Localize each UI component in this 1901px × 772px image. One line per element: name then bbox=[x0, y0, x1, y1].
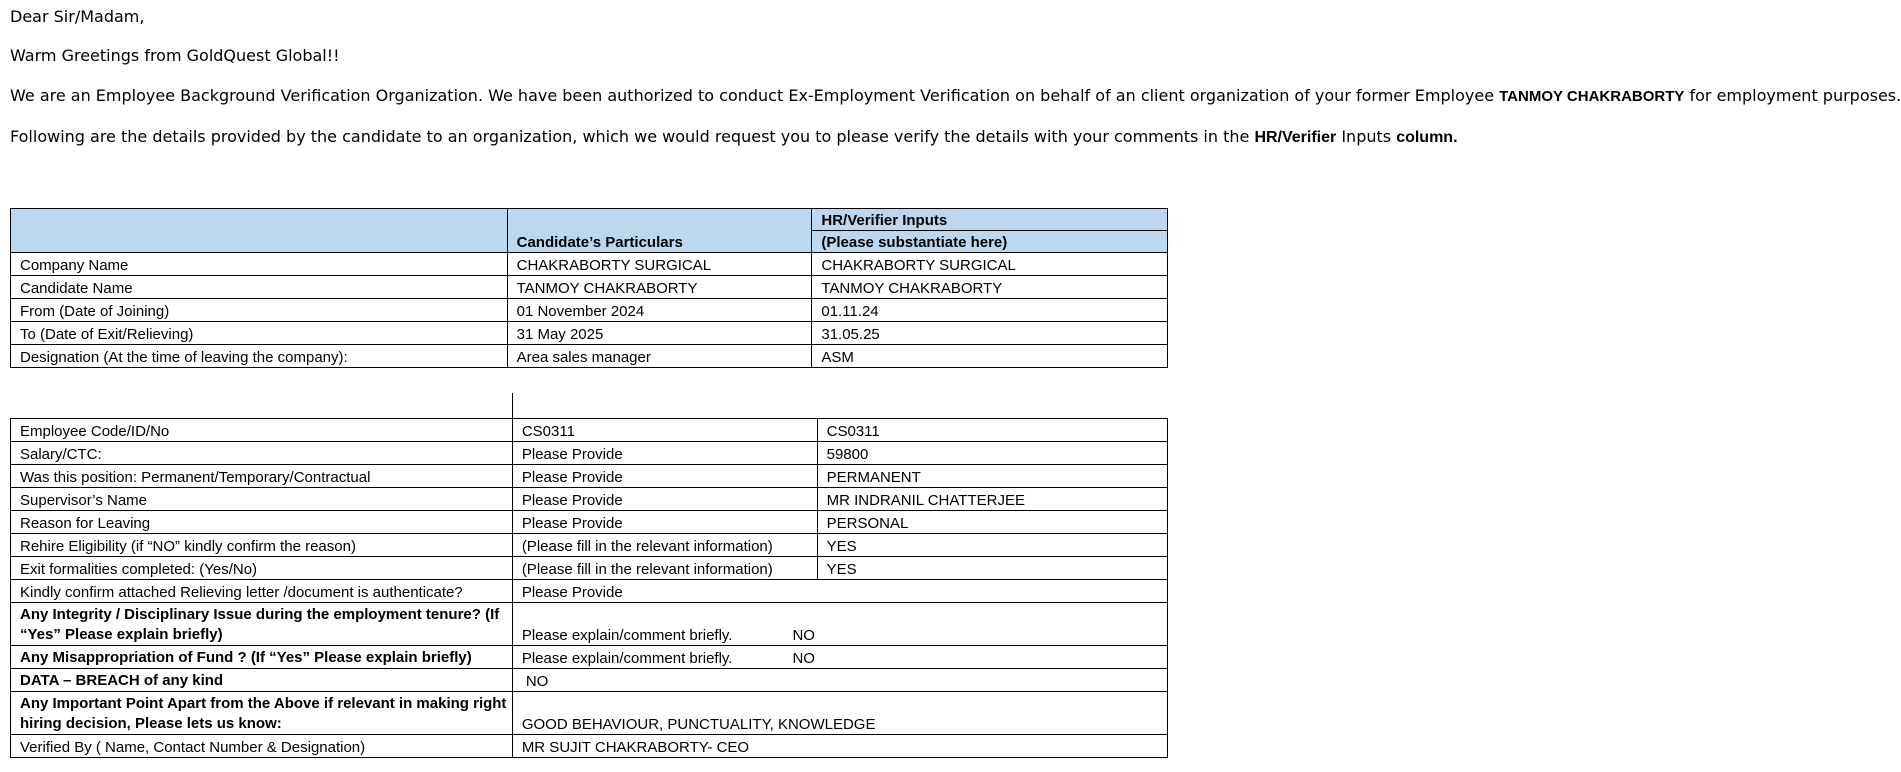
header-blank-cell bbox=[11, 209, 508, 253]
verifier-value: TANMOY CHAKRABORTY bbox=[812, 276, 1168, 299]
row-label: Reason for Leaving bbox=[11, 511, 513, 534]
important-point-value: GOOD BEHAVIOUR, PUNCTUALITY, KNOWLEDGE bbox=[512, 692, 1167, 735]
table-row bbox=[11, 442, 1168, 465]
row-label: Exit formalities completed: (Yes/No) bbox=[11, 557, 513, 580]
request-paragraph bbox=[10, 127, 1458, 148]
candidate-value: Please Provide bbox=[512, 488, 817, 511]
candidate-value: Please Provide bbox=[512, 442, 817, 465]
row-label: Was this position: Permanent/Temporary/Contractual bbox=[11, 465, 513, 488]
greeting: Warm Greetings from GoldQuest Global!! bbox=[10, 46, 340, 65]
intro-text: We are an Employee Background Verification Organization. We have been authorized to conduct Ex-Employment Verification on behalf of an client organization of your former Employee bbox=[10, 86, 1500, 105]
request-mid: Inputs bbox=[1336, 127, 1397, 146]
table-row bbox=[11, 580, 1168, 603]
integrity-answer: NO bbox=[792, 627, 815, 644]
table-row bbox=[11, 276, 1168, 299]
row-label: From (Date of Joining) bbox=[11, 299, 508, 322]
candidate-value: 01 November 2024 bbox=[507, 299, 812, 322]
misappropriation-answer: NO bbox=[792, 650, 815, 667]
candidate-value: TANMOY CHAKRABORTY bbox=[507, 276, 812, 299]
row-label: Supervisor’s Name bbox=[11, 488, 513, 511]
verified-by-value: MR SUJIT CHAKRABORTY- CEO bbox=[512, 735, 1167, 758]
candidate-value: (Please fill in the relevant information) bbox=[512, 557, 817, 580]
verifier-value: 59800 bbox=[817, 442, 1167, 465]
candidate-value: 31 May 2025 bbox=[507, 322, 812, 345]
verifier-value bbox=[817, 580, 1167, 603]
candidate-value: CS0311 bbox=[512, 419, 817, 442]
table-row bbox=[11, 557, 1168, 580]
intro-paragraph bbox=[10, 86, 1901, 107]
request-prefix: Following are the details provided by the candidate to an organization, which we would request you to please verify the details with your comments in the bbox=[10, 127, 1255, 146]
misappropriation-label: Any Misappropriation of Fund ? (If “Yes” Please explain briefly) bbox=[11, 646, 513, 669]
table-row bbox=[11, 322, 1168, 345]
candidate-value: (Please fill in the relevant information) bbox=[512, 534, 817, 557]
data-breach-value: NO bbox=[512, 669, 1167, 692]
important-point-row bbox=[11, 692, 1168, 735]
candidate-details-table bbox=[10, 208, 1168, 368]
intro-suffix: for employment purposes. bbox=[1684, 86, 1901, 105]
table-row bbox=[11, 253, 1168, 276]
header-verifier-substantiate: (Please substantiate here) bbox=[812, 231, 1168, 253]
misappropriation-comment: Please explain/comment briefly. bbox=[521, 650, 733, 667]
row-label: Employee Code/ID/No bbox=[11, 419, 513, 442]
verifier-value: PERMANENT bbox=[817, 465, 1167, 488]
data-breach-row bbox=[11, 669, 1168, 692]
request-end: column. bbox=[1396, 129, 1458, 146]
salutation: Dear Sir/Madam, bbox=[10, 7, 145, 26]
verifier-value: 31.05.25 bbox=[812, 322, 1168, 345]
verified-by-label: Verified By ( Name, Contact Number & Designation) bbox=[11, 735, 513, 758]
header-verifier-inputs: HR/Verifier Inputs bbox=[812, 209, 1168, 231]
verifier-value: YES bbox=[817, 557, 1167, 580]
verifier-value: ASM bbox=[812, 345, 1168, 368]
integrity-row bbox=[11, 603, 1168, 646]
verifier-value: PERSONAL bbox=[817, 511, 1167, 534]
employee-name: TANMOY CHAKRABORTY bbox=[1499, 88, 1685, 105]
row-label: Company Name bbox=[11, 253, 508, 276]
verified-by-row bbox=[11, 735, 1168, 758]
table-row bbox=[11, 419, 1168, 442]
table-row bbox=[11, 465, 1168, 488]
verifier-value: CHAKRABORTY SURGICAL bbox=[812, 253, 1168, 276]
row-label: Kindly confirm attached Relieving letter /document is authenticate? bbox=[11, 580, 513, 603]
verifier-value: YES bbox=[817, 534, 1167, 557]
misappropriation-value-cell bbox=[512, 646, 1167, 669]
integrity-value-cell bbox=[512, 603, 1167, 646]
important-point-label: Any Important Point Apart from the Above if relevant in making right hiring decision, Please lets us know: bbox=[11, 692, 513, 735]
header-particulars: Candidate’s Particulars bbox=[507, 209, 812, 253]
table-row bbox=[11, 511, 1168, 534]
row-label: Designation (At the time of leaving the company): bbox=[11, 345, 508, 368]
misappropriation-row bbox=[11, 646, 1168, 669]
column-divider-line bbox=[512, 393, 513, 418]
candidate-value: Please Provide bbox=[512, 465, 817, 488]
table-row bbox=[11, 488, 1168, 511]
row-label: To (Date of Exit/Relieving) bbox=[11, 322, 508, 345]
verifier-value: MR INDRANIL CHATTERJEE bbox=[817, 488, 1167, 511]
table-row bbox=[11, 299, 1168, 322]
verifier-value: CS0311 bbox=[817, 419, 1167, 442]
row-label: Salary/CTC: bbox=[11, 442, 513, 465]
table-row bbox=[11, 345, 1168, 368]
employment-verification-table bbox=[10, 418, 1168, 758]
verifier-value: 01.11.24 bbox=[812, 299, 1168, 322]
candidate-value: Please Provide bbox=[512, 511, 817, 534]
candidate-value: Area sales manager bbox=[507, 345, 812, 368]
request-bold: HR/Verifier bbox=[1254, 129, 1337, 146]
data-breach-label: DATA – BREACH of any kind bbox=[11, 669, 513, 692]
candidate-value: Please Provide bbox=[512, 580, 817, 603]
table-row bbox=[11, 534, 1168, 557]
row-label: Rehire Eligibility (if “NO” kindly confirm the reason) bbox=[11, 534, 513, 557]
integrity-label: Any Integrity / Disciplinary Issue during the employment tenure? (If “Yes” Please explain briefly) bbox=[11, 603, 513, 646]
integrity-comment: Please explain/comment briefly. bbox=[521, 627, 733, 644]
row-label: Candidate Name bbox=[11, 276, 508, 299]
candidate-value: CHAKRABORTY SURGICAL bbox=[507, 253, 812, 276]
